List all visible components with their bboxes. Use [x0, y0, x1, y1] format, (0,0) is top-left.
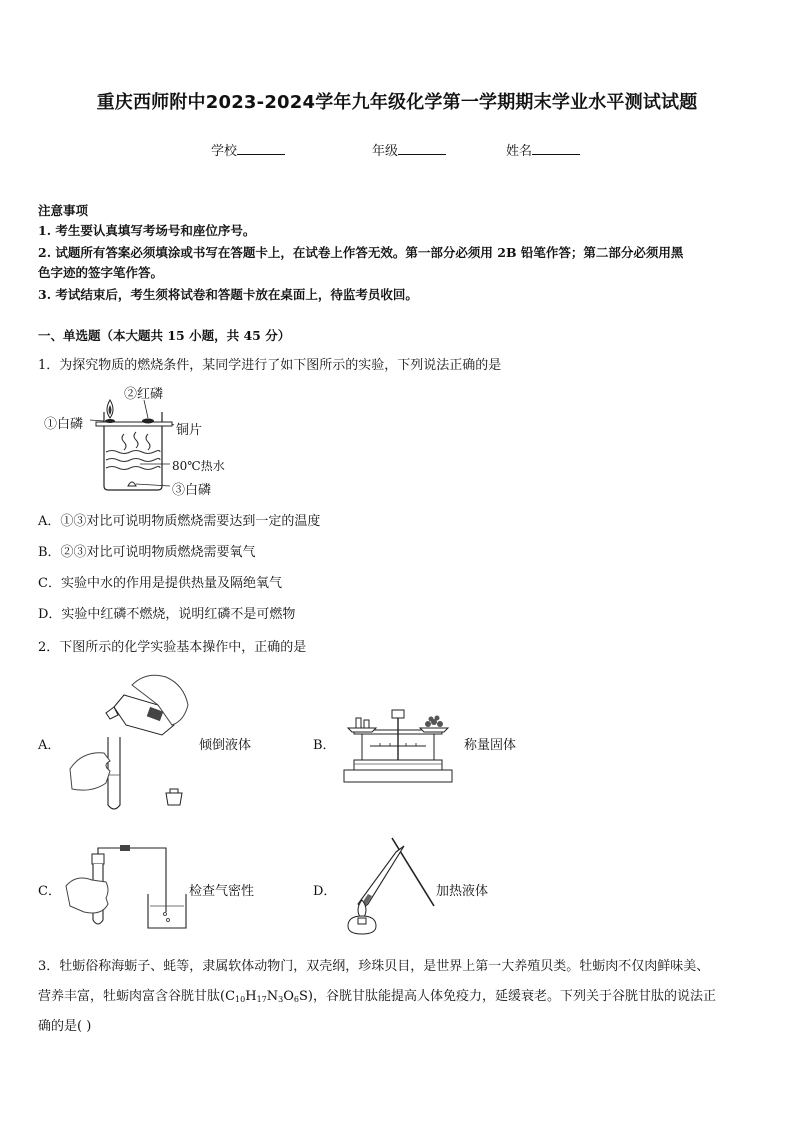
- q1-option-a: A．①③对比可说明物质燃烧需要达到一定的温度: [38, 514, 321, 529]
- grade-field: [372, 140, 446, 159]
- q1-figure: [40, 378, 240, 498]
- q2-option-c-figure: [62, 840, 190, 932]
- q2-option-c-caption: 检查气密性: [189, 884, 255, 899]
- balance-scale-illustration: [340, 706, 460, 786]
- q2-option-b-caption: 称量固体: [464, 738, 517, 753]
- q2-option-c-letter: C．: [38, 884, 61, 899]
- q2-option-b-figure: [340, 706, 460, 786]
- q1-option-d: D．实验中红磷不燃烧，说明红磷不是可燃物: [38, 607, 296, 622]
- label-red-phosphorus: ②红磷: [124, 387, 164, 402]
- name-blank: [532, 142, 580, 155]
- label-white-phosphorus-1: ①白磷: [44, 417, 84, 432]
- school-field: [211, 140, 285, 159]
- name-field: [506, 140, 580, 159]
- label-copper-sheet: 铜片: [176, 423, 203, 438]
- q3-text-before-formula: 营养丰富，牡蛎肉富含谷胱甘肽(: [38, 989, 226, 1004]
- notice-item: 2. 试题所有答案必须填涂或书写在答题卡上，在试卷上作答无效。第一部分必须用 2B 铅笔作答；第二部分必须用黑: [38, 245, 684, 260]
- grade-label: 年级: [372, 144, 399, 159]
- question-2-stem: 2．下图所示的化学实验基本操作中，正确的是: [38, 640, 307, 655]
- grade-blank: [398, 142, 446, 155]
- notice-heading: 注意事项: [38, 203, 89, 218]
- question-3-line-1: 3．牡蛎俗称海蛎子、蚝等，隶属软体动物门，双壳纲，珍珠贝目，是世界上第一大养殖贝类。牡蛎肉不仅肉鲜味美、: [38, 959, 710, 974]
- q2-option-a-figure: [62, 665, 202, 815]
- notice-item: 3. 考试结束后，考生须将试卷和答题卡放在桌面上，待监考员收回。: [38, 287, 418, 302]
- pouring-liquid-illustration: [62, 665, 202, 815]
- question-3-line-2: [38, 982, 716, 1015]
- question-1-stem: 1．为探究物质的燃烧条件，某同学进行了如下图所示的实验，下列说法正确的是: [38, 358, 502, 373]
- q1-option-c: C．实验中水的作用是提供热量及隔绝氧气: [38, 576, 282, 591]
- school-label: 学校: [211, 144, 238, 159]
- q2-option-a-letter: A．: [38, 738, 61, 753]
- label-hot-water: 80℃热水: [172, 459, 225, 473]
- q2-option-b-letter: B．: [313, 738, 336, 753]
- school-blank: [237, 142, 285, 155]
- heating-liquid-illustration: [340, 834, 440, 938]
- airtightness-check-illustration: [62, 840, 190, 932]
- q2-option-d-letter: D．: [313, 884, 337, 899]
- name-label: 姓名: [506, 144, 533, 159]
- q3-text-after-formula: )，谷胱甘肽能提高人体免疫力，延缓衰老。下列关于谷胱甘肽的说法正: [307, 989, 716, 1004]
- exam-title: 重庆西师附中2023-2024学年九年级化学第一学期期末学业水平测试试题: [96, 92, 698, 113]
- q2-option-a-caption: 倾倒液体: [199, 738, 252, 753]
- notice-item: 色字迹的签字笔作答。: [38, 265, 164, 280]
- q2-option-d-figure: [340, 834, 440, 938]
- question-3-line-3: 确的是( ): [38, 1019, 92, 1034]
- q1-option-b: B．②③对比可说明物质燃烧需要氧气: [38, 545, 256, 560]
- notice-item: 1. 考生要认真填写考场号和座位序号。: [38, 223, 256, 238]
- section-heading: 一、单选题（本大题共 15 小题，共 45 分）: [38, 328, 291, 343]
- label-white-phosphorus-3: ③白磷: [172, 483, 212, 498]
- glutathione-formula: $C_{10}H_{17}N_3O_6S$: [225, 989, 308, 1004]
- q2-option-d-caption: 加热液体: [436, 884, 489, 899]
